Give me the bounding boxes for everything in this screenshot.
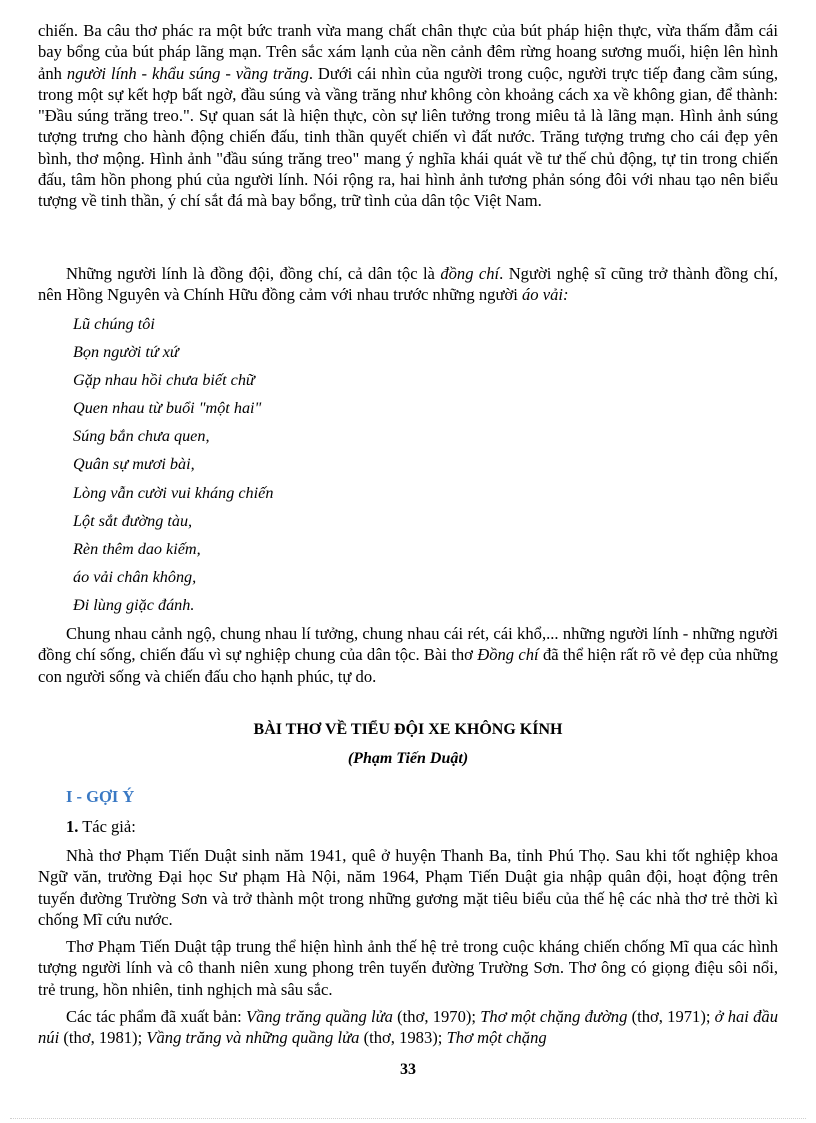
section-heading: I - GỢI Ý bbox=[66, 787, 135, 806]
poem-line: Đi lùng giặc đánh. bbox=[73, 595, 195, 614]
poem-line: Rèn thêm dao kiếm, bbox=[73, 539, 201, 558]
poem-line: Quen nhau từ buổi "một hai" bbox=[73, 399, 262, 418]
paragraph-analysis: chiến. Ba câu thơ phác ra một bức tranh vừa mang chất chân thực của bút pháp hiện thực, vừa thấm đẫm cái bay bổng của bút pháp lãng mạn. Trên sắc xám lạnh của nền cảnh đêm rừng hoang sương muối, hiện lên hình ảnh người lính - khẩu súng - vầng trăng. Dưới cái nhìn của người trong cuộc, người trực tiếp đang cầm súng, trong một sự kết hợp bất ngờ, đầu súng và vầng trăng như không còn khoảng cách xa về không gian, để thành: "Đầu súng trăng treo.". Sự quan sát là hiện thực, còn sự liên tưởng trong miêu tả là lãng mạn. Hình ảnh súng tượng trưng cho hành động chiến đấu, tinh thần quyết chiến vì đất nước. Trăng tượng trưng cho cái đẹp yên bình, thơ mộng. Hình ảnh "đầu súng trăng treo" mang ý nghĩa khái quát về tư thế chủ động, tự tin trong chiến đấu, tâm hồn phong phú của người lính. Nói rộng ra, hai hình ảnh tương phản sóng đôi với nhau tạo nên biểu tượng về tinh thần, ý chí sắt đá mà bay bổng, trữ tình của dân tộc Việt Nam. bbox=[38, 21, 779, 211]
poem-line: áo vải chân không, bbox=[73, 567, 197, 586]
poem-line: Quân sự mươi bài, bbox=[73, 455, 195, 474]
poem-excerpt bbox=[73, 310, 273, 619]
poem-line: Lột sắt đường tàu, bbox=[73, 511, 193, 530]
poem-line: Lũ chúng tôi bbox=[73, 315, 155, 333]
subsection-heading: 1. Tác giả: bbox=[66, 817, 136, 836]
paragraph-style: Thơ Phạm Tiến Duật tập trung thể hiện hình ảnh thế hệ trẻ trong cuộc kháng chiến chống Mĩ qua các hình tượng người lính và cô thanh niên xung phong trên tuyến đường Trường Sơn. Thơ ông có giọng điệu sôi nổi, trẻ trung, hồn nhiên, tinh nghịch mà sâu sắc. bbox=[38, 937, 778, 999]
poem-line: Gặp nhau hồi chưa biết chữ bbox=[73, 371, 255, 390]
paragraph-biography: Nhà thơ Phạm Tiến Duật sinh năm 1941, quê ở huyện Thanh Ba, tỉnh Phú Thọ. Sau khi tốt nghiệp khoa Ngữ văn, trường Đại học Sư phạm Hà Nội, năm 1964, Phạm Tiến Duật gia nhập quân đội, hoạt động trên tuyến đường Trường Sơn và trở thành một trong những gương mặt tiêu biểu của thế hệ các nhà thơ trẻ thời kì chống Mĩ cứu nước. bbox=[38, 846, 778, 929]
page-number: 33 bbox=[400, 1061, 416, 1078]
poem-author: (Phạm Tiến Duật) bbox=[347, 750, 469, 767]
page-bottom-divider bbox=[10, 1118, 806, 1119]
poem-line: Lòng vẫn cười vui kháng chiến bbox=[73, 483, 274, 502]
poem-title: BÀI THƠ VỀ TIỂU ĐỘI XE KHÔNG KÍNH bbox=[253, 721, 563, 738]
paragraph-comrades: Những người lính là đồng đội, đồng chí, cả dân tộc là đồng chí. Người nghệ sĩ cũng trở thành đồng chí, nên Hồng Nguyên và Chính Hữu đồng cảm với nhau trước những người áo vải: bbox=[38, 264, 778, 305]
poem-line: Súng bắn chưa quen, bbox=[73, 427, 210, 446]
poem-line: Bọn người tứ xứ bbox=[73, 343, 179, 362]
paragraph-conclusion: Chung nhau cảnh ngộ, chung nhau lí tưởng, chung nhau cái rét, cái khổ,... những người lính - những người đồng chí sống, chiến đấu vì sự nghiệp chung của dân tộc. Bài thơ Đồng chí đã thể hiện rất rõ vẻ đẹp của những con người sống và chiến đấu cho hạnh phúc, tự do. bbox=[38, 624, 779, 686]
paragraph-works: Các tác phẩm đã xuất bản: Vầng trăng quầng lửa (thơ, 1970); Thơ một chặng đường (thơ, 1971); ở hai đầu núi (thơ, 1981); Vầng trăng và những quầng lửa (thơ, 1983); Thơ một chặng bbox=[38, 1007, 778, 1048]
